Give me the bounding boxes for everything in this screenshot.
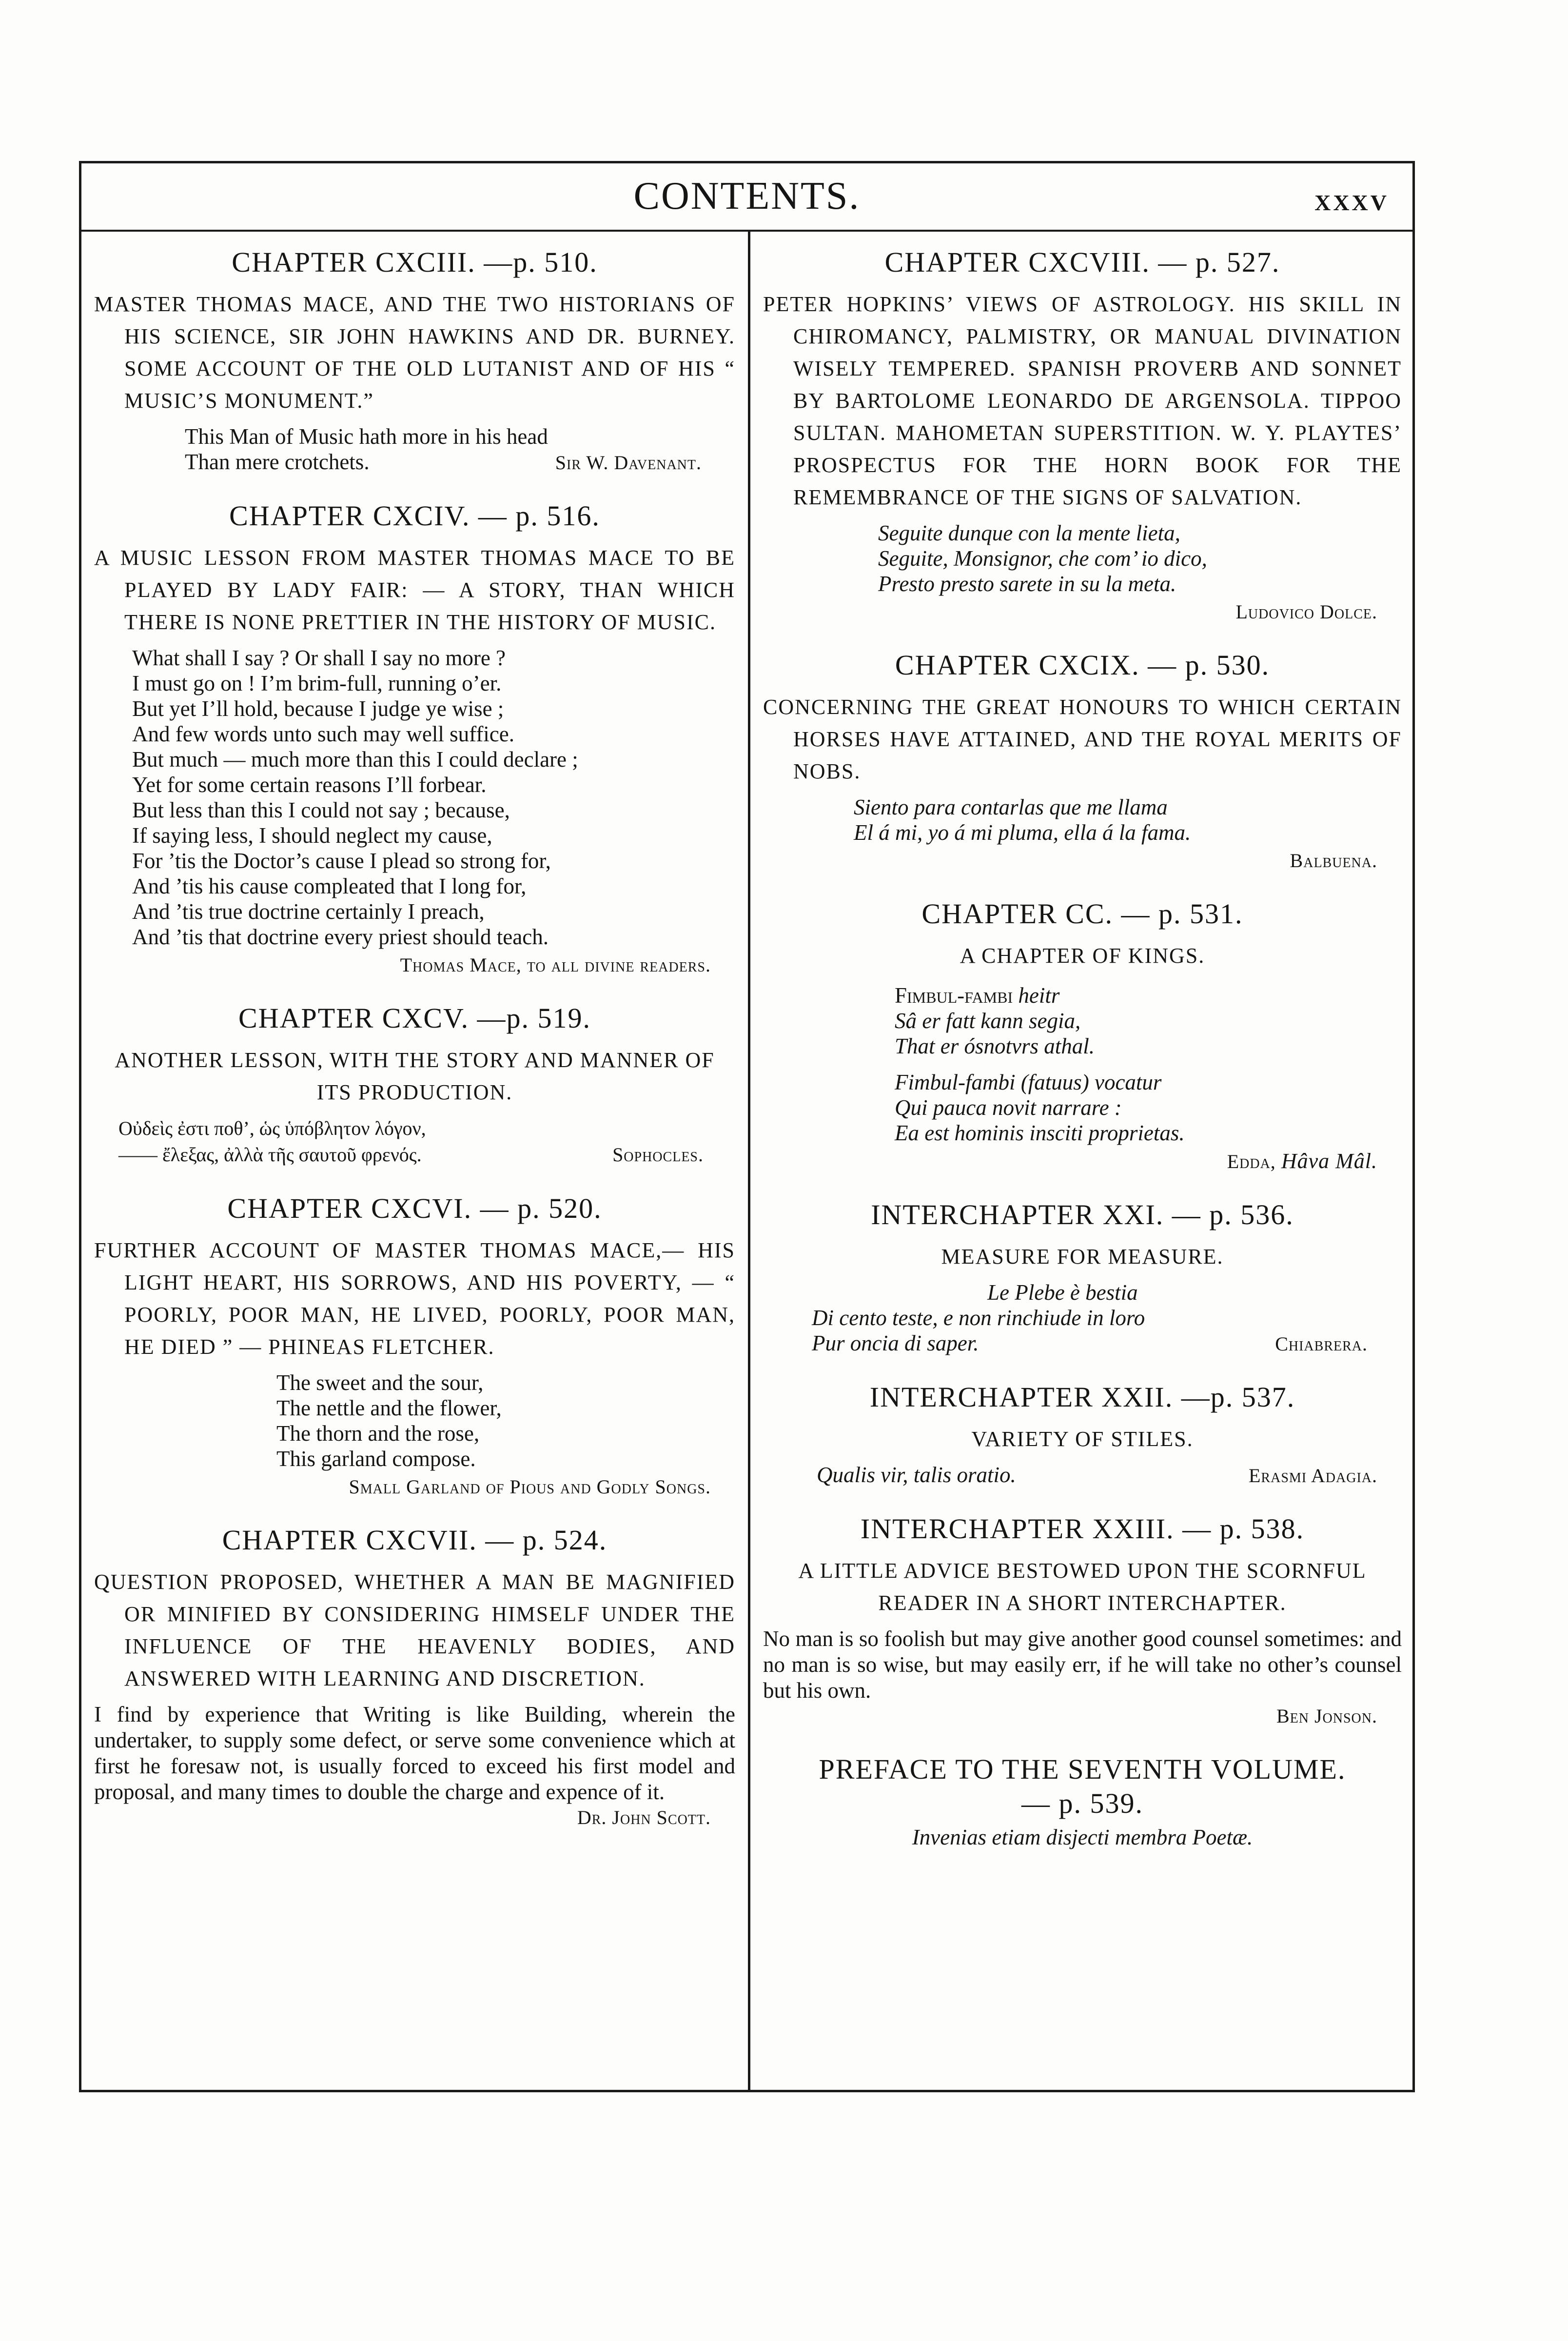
chapter-title: PREFACE TO THE SEVENTH VOLUME.	[819, 1753, 1346, 1785]
interchapter-xxi	[763, 1198, 1402, 1357]
epigraph-latin	[763, 1070, 1402, 1146]
verse-line: El á mi, yo á mi pluma, ella á la fama.	[854, 820, 1191, 845]
epigraph	[94, 1115, 704, 1168]
page-frame	[79, 161, 1415, 2092]
chapter-cxciv	[94, 499, 735, 978]
verse-line: Le Plebe è bestia	[987, 1280, 1138, 1305]
epigraph-prose: I find by experience that Writing is like Building, wherein the undertaker, to supply some defect, or serve some convenience which at first he foresaw not, is usually forced to exceed his first model and proposal, and many times to double the charge and expence of it.	[94, 1702, 735, 1804]
chapter-summary: QUESTION PROPOSED, WHETHER A MAN BE MAGNIFIED OR MINIFIED BY CONSIDERING HIMSELF UNDER THE INFLUENCE OF THE HEAVENLY BODIES, AND ANSWERED WITH LEARNING AND DISCRETION.	[94, 1570, 735, 1690]
verse-line: But less than this I could not say ; because,	[132, 798, 510, 822]
chapter-summary: CONCERNING THE GREAT HONOURS TO WHICH CERTAIN HORSES HAVE ATTAINED, AND THE ROYAL MERITS OF NOBS.	[763, 695, 1402, 783]
verse-line: Presto presto sarete in su la meta.	[878, 572, 1176, 596]
verse-line: This garland compose.	[276, 1447, 476, 1471]
attribution: Erasmi Adagia.	[1248, 1465, 1377, 1487]
verse-line: And few words unto such may well suffice.	[132, 722, 515, 746]
epigraph	[94, 645, 735, 950]
chapter-summary: A LITTLE ADVICE BESTOWED UPON THE SCORNFUL READER IN A SHORT INTERCHAPTER.	[798, 1559, 1367, 1615]
verse-line: Sâ er fatt kann segia,	[895, 1009, 1081, 1033]
interchapter-xxii	[763, 1380, 1402, 1488]
chapter-cc	[763, 897, 1402, 1174]
attribution: Thomas Mace, to all divine readers.	[400, 954, 711, 976]
verse-line: Yet for some certain reasons I’ll forbear.	[132, 773, 487, 797]
quote: Invenias etiam disjecti membra Poetæ.	[912, 1825, 1253, 1849]
chapter-title: CHAPTER CXCV. —p. 519.	[238, 1002, 591, 1034]
verse-line: Seguite dunque con la mente lieta,	[878, 521, 1180, 545]
verse-line: Siento para contarlas que me llama	[854, 795, 1168, 819]
chapter-summary: VARIETY OF STILES.	[971, 1427, 1194, 1451]
chapter-title: CHAPTER CXCVIII. — p. 527.	[884, 246, 1280, 278]
verse-word: heitr	[1013, 983, 1060, 1008]
chapter-summary: MEASURE FOR MEASURE.	[941, 1245, 1224, 1269]
attribution: Ludovico Dolce.	[1235, 601, 1377, 623]
chapter-title: INTERCHAPTER XXII. —p. 537.	[869, 1381, 1295, 1413]
quote: Qualis vir, talis oratio.	[817, 1463, 1016, 1487]
preface-seventh-volume	[763, 1752, 1402, 1850]
chapter-title: CHAPTER CXCVII. — p. 524.	[222, 1524, 608, 1556]
verse-line: And ’tis true doctrine certainly I preach,	[132, 899, 485, 924]
verse-line: Ea est hominis insciti proprietas.	[895, 1121, 1185, 1145]
epigraph	[94, 1370, 735, 1471]
verse-line: Qui pauca novit narrare :	[895, 1095, 1122, 1120]
attribution: Ben Jonson.	[1276, 1705, 1377, 1727]
chapter-summary: A CHAPTER OF KINGS.	[960, 944, 1205, 968]
chapter-title: INTERCHAPTER XXI. — p. 536.	[871, 1199, 1294, 1230]
verse-line: But yet I’ll hold, because I judge ye wise ;	[132, 696, 504, 721]
verse-line: That er ósnotvrs athal.	[895, 1034, 1095, 1058]
attribution: Balbuena.	[1290, 850, 1377, 872]
verse-line: This Man of Music hath more in his head	[185, 424, 548, 449]
chapter-summary: FURTHER ACCOUNT OF MASTER THOMAS MACE,— HIS LIGHT HEART, HIS SORROWS, AND HIS POVERTY, — “ POORLY, POOR MAN, HE LIVED, POORLY, POOR MAN, HE DIED ” — PHINEAS FLETCHER.	[94, 1238, 735, 1359]
verse-line: Di cento teste, e non rinchiude in loro	[812, 1306, 1145, 1330]
verse-line: Fimbul-fambi (fatuus) vocatur	[895, 1070, 1162, 1094]
attribution-source: Edda,	[1227, 1151, 1276, 1172]
verse-line: Pur oncia di saper.	[812, 1331, 979, 1355]
attribution: Chiabrera.	[1275, 1333, 1368, 1355]
chapter-cxciii	[94, 245, 735, 476]
attribution-work: Hâva Mâl.	[1281, 1149, 1377, 1173]
verse-line: —— ἔλεξας, ἀλλὰ τῆς σαυτοῦ φρενός.	[118, 1144, 422, 1166]
verse-line: And ’tis that doctrine every priest should teach.	[132, 925, 549, 949]
chapter-cxcv	[94, 1001, 735, 1168]
interchapter-xxiii	[763, 1512, 1402, 1729]
chapter-title: CHAPTER CXCVI. — p. 520.	[227, 1192, 602, 1224]
chapter-title: CHAPTER CXCIV. — p. 516.	[229, 500, 600, 532]
left-column	[94, 245, 735, 1854]
epigraph	[763, 1462, 1402, 1488]
chapter-title: CHAPTER CC. — p. 531.	[921, 898, 1243, 930]
running-header	[81, 163, 1412, 232]
verse-line: If saying less, I should neglect my cause,	[132, 823, 492, 848]
epigraph	[763, 520, 1402, 596]
attribution	[763, 1149, 1402, 1174]
epigraph-norse	[763, 983, 1402, 1059]
epigraph-prose: No man is so foolish but may give another good counsel sometimes: and no man is so wise, but may easily err, if he will take no other’s counsel but his own.	[763, 1627, 1402, 1703]
attribution: Dr. John Scott.	[577, 1806, 711, 1828]
attribution: Sir W. Davenant.	[555, 452, 702, 474]
verse-word: Fimbul-fambi	[895, 983, 1013, 1008]
verse-line: What shall I say ? Or shall I say no more ?	[132, 646, 506, 670]
chapter-cxcix	[763, 648, 1402, 873]
chapter-summary: A MUSIC LESSON FROM MASTER THOMAS MACE TO BE PLAYED BY LADY FAIR: — A STORY, THAN WHICH THERE IS NONE PRETTIER IN THE HISTORY OF MUSIC.	[94, 546, 735, 634]
verse-line: The nettle and the flower,	[276, 1396, 502, 1420]
page-title: CONTENTS.	[633, 175, 861, 218]
page-number: XXXV	[1314, 190, 1389, 215]
verse-line: Οὐδεὶς ἐστι ποθ’, ὡς ὑπόβλητον λόγον,	[118, 1117, 426, 1139]
verse-line: For ’tis the Doctor’s cause I plead so strong for,	[132, 849, 551, 873]
chapter-cxcvi	[94, 1191, 735, 1500]
chapter-cxcvii	[94, 1523, 735, 1830]
epigraph	[763, 1280, 1368, 1357]
verse-line: Than mere crotchets.	[185, 450, 370, 474]
chapter-cxcviii	[763, 245, 1402, 625]
chapter-summary: MASTER THOMAS MACE, AND THE TWO HISTORIANS OF HIS SCIENCE, SIR JOHN HAWKINS AND DR. BURNEY. SOME ACCOUNT OF THE OLD LUTANIST AND OF HIS “ MUSIC’S MONUMENT.”	[94, 292, 735, 413]
attribution: Small Garland of Pious and Godly Songs.	[349, 1476, 711, 1498]
epigraph	[763, 794, 1402, 845]
chapter-summary: PETER HOPKINS’ VIEWS OF ASTROLOGY. HIS SKILL IN CHIROMANCY, PALMISTRY, OR MANUAL DIVINATION WISELY TEMPERED. SPANISH PROVERB AND SONNET BY BARTOLOME LEONARDO DE ARGENSOLA. TIPPOO SULTAN. MAHOMETAN SUPERSTITION. W. Y. PLAYTES’ PROSPECTUS FOR THE HORN BOOK FOR THE REMEMBRANCE OF THE SIGNS OF SALVATION.	[763, 292, 1402, 509]
verse-line: Seguite, Monsignor, che com’ io dico,	[878, 546, 1207, 571]
verse-line: The thorn and the rose,	[276, 1421, 480, 1446]
attribution: Sophocles.	[612, 1144, 704, 1166]
epigraph	[94, 424, 702, 476]
page-reference: — p. 539.	[1021, 1787, 1143, 1819]
column-divider	[748, 232, 750, 2092]
chapter-title: CHAPTER CXCIX. — p. 530.	[895, 649, 1270, 681]
chapter-summary: ANOTHER LESSON, WITH THE STORY AND MANNER OF ITS PRODUCTION.	[115, 1048, 715, 1104]
verse-line: But much — much more than this I could declare ;	[132, 747, 578, 772]
chapter-title: CHAPTER CXCIII. —p. 510.	[232, 246, 598, 278]
right-column	[763, 245, 1402, 1873]
verse-line: And ’tis his cause compleated that I long for,	[132, 874, 527, 898]
verse-line: I must go on ! I’m brim-full, running o’er.	[132, 671, 502, 695]
chapter-title: INTERCHAPTER XXIII. — p. 538.	[860, 1513, 1305, 1545]
verse-line: The sweet and the sour,	[276, 1370, 484, 1395]
